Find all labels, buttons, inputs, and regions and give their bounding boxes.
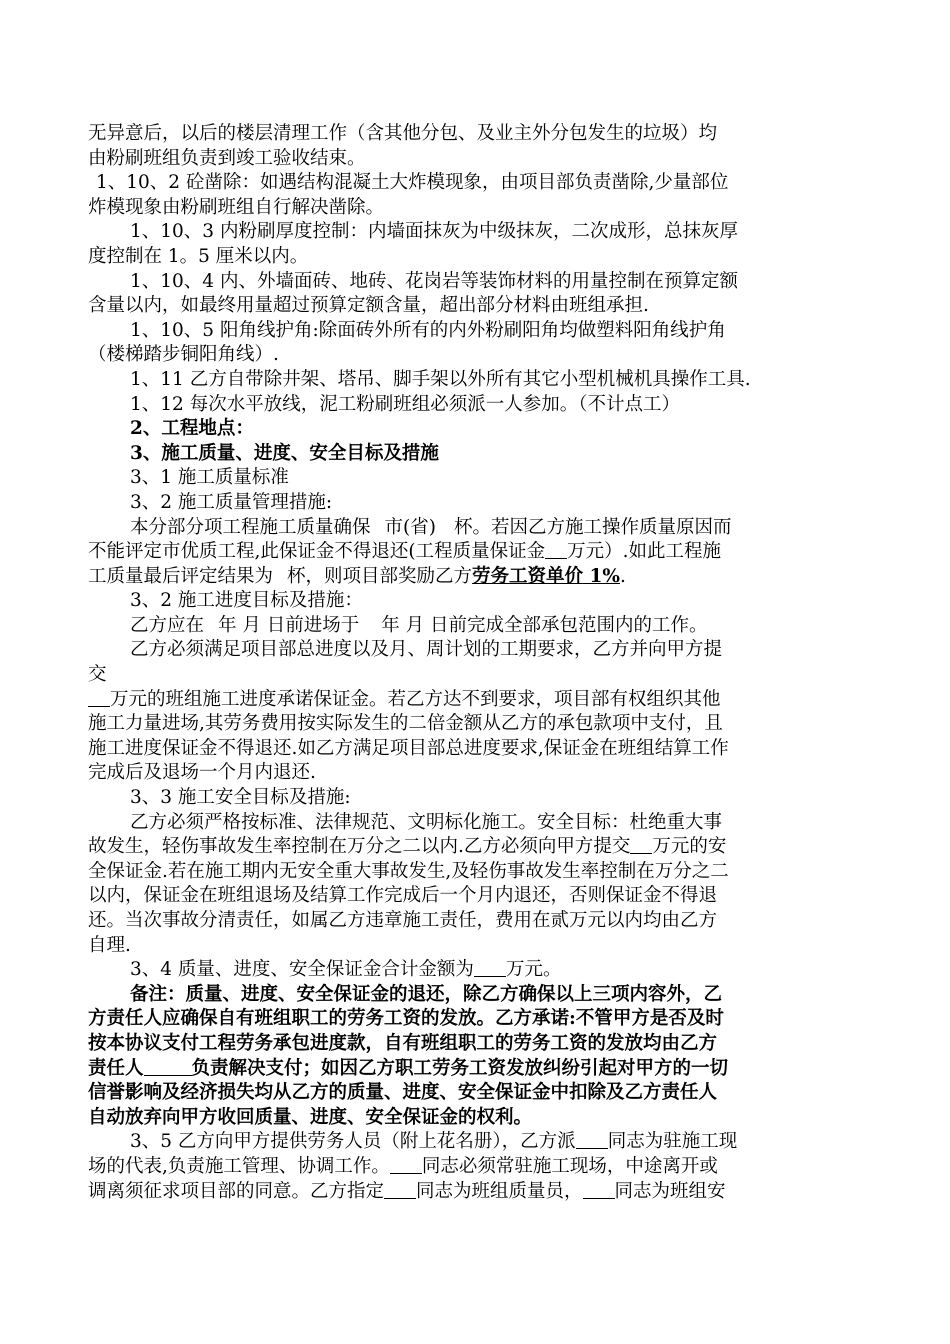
text-line: 3、3 施工安全目标及措施: [130,787,351,809]
text-line: 3、1 施工质量标准 [130,467,289,489]
text-line: 炸模现象由粉刷班组自行解决凿除。 [88,196,385,218]
text-segment: 市(省) [384,516,436,538]
blank-field [390,1155,422,1174]
text-line: 1、10、5 阳角线护角:除面砖外所有的内外粉刷阳角均做塑料阳角线护角 [130,319,726,341]
text-line [88,1180,868,1205]
blank-field [630,835,652,854]
text-segment: 3、4 质量、进度、安全保证金合计金额为 [130,959,474,981]
text-segment: 年 月 日前进场于 [218,614,360,636]
text-line: 施工进度保证金不得退还.如乙方满足项目部总进度要求,保证金在班组结算工作 [88,737,729,759]
text-segment: 负责解决支付；如因乙方职工劳务工资发放纠纷引起对甲方的一切 [191,1057,729,1079]
blank-field [144,1057,192,1076]
text-line: （楼梯踏步铜阳角线）. [88,344,279,366]
text-line [88,835,868,860]
text-line [88,565,868,590]
text-segment: 万元）.如此工程施 [567,541,721,563]
text-line [88,1155,868,1180]
blank-field [545,540,567,559]
text-segment: 杯。若因乙方施工操作质量原因而 [453,516,732,538]
blank-field [384,1180,416,1199]
text-line: 还。当次事故分清责任，如属乙方违章施工责任，费用在贰万元以内均由乙方 [88,910,718,931]
text-line: 度控制在 1。5 厘米以内。 [88,245,309,267]
text-segment: 不能评定市优质工程,此保证金不得退还(工程质量保证金 [88,541,546,563]
blank-field [474,958,506,977]
text-line: 施工力量进场,其劳务费用按实际发生的二倍金额从乙方的承包款项中支付，且 [88,713,723,735]
text-line: 含量以内，如最终用量超过预算定额含量，超出部分材料由班组承担. [88,295,649,317]
text-line: 乙方必须满足项目部总进度以及月、周计划的工期要求，乙方并向甲方提 [130,639,723,661]
text-line: 1、12 每次水平放线，泥工粉刷班组必须派一人参加。（不计点工） [130,393,680,415]
note-text: 自动放弃向甲方收回质量、进度、安全保证金的权利。 [88,1106,533,1128]
text-line: 交 [88,664,107,686]
text-segment: 场的代表,负责施工管理、协调工作。 [88,1155,390,1177]
note-text: 信誉影响及经济损失均从乙方的质量、进度、安全保证金中扣除及乙方责任人 [88,1082,718,1104]
text-line: 1、10、3 内粉刷厚度控制：内墙面抹灰为中级抹灰，二次成形，总抹灰厚 [130,221,738,243]
text-segment: 本分部分项工程施工质量确保 [130,516,371,538]
blank-field [88,688,110,707]
text-line [88,614,868,639]
text-segment: . [619,565,626,587]
note-text [88,1057,868,1082]
note-text: 方责任人应确保自有班组职工的劳务工资的发放。乙方承诺:不管甲方是否及时 [88,1008,724,1030]
text-segment: 调离须征求项目部的同意。乙方指定 [88,1180,385,1202]
text-segment: 同志为驻施工现 [607,1131,738,1153]
text-segment: 同志为班组质量员， [416,1180,583,1202]
section-heading: 3、施工质量、进度、安全目标及措施 [130,442,439,464]
text-line: 完成后及退场一个月内退还. [88,762,316,784]
text-line: 无异意后，以后的楼层清理工作（含其他分包、及业主外分包发生的垃圾）均 [88,123,718,144]
text-line: 1、10、2 砼凿除：如遇结构混凝土大炸模现象，由项目部负责凿除,少量部位 [96,172,729,194]
text-line: 1、10、4 内、外墙面砖、地砖、花岗岩等装饰材料的用量控制在预算定额 [130,270,738,292]
text-segment: 乙方应在 [130,614,205,636]
text-line [88,1130,868,1155]
text-line: 1、11 乙方自带除井架、塔吊、脚手架以外所有其它小型机械机具操作工具. [130,368,751,390]
blank-field [576,1130,608,1149]
text-line: 3、2 施工进度目标及措施： [130,590,363,612]
note-text: 按本协议支付工程劳务承包进度款，自有班组职工的劳务工资的发放均由乙方 [88,1032,718,1054]
text-segment: 同志为班组安 [614,1180,726,1202]
blank-field [583,1180,615,1199]
text-segment: 年 月 日前完成全部承包范围内的工作。 [381,614,708,636]
text-segment: 工质量最后评定结果为 [88,565,274,587]
text-segment: 同志必须常驻施工现场，中途离开或 [421,1155,718,1177]
text-segment: 杯，则项目部奖励乙方 [287,565,473,587]
text-line [88,540,868,565]
text-line [88,516,868,541]
text-line [88,688,868,713]
text-line: 由粉刷班组负责到竣工验收结束。 [88,147,366,169]
text-segment: 万元的安 [652,836,727,858]
section-heading: 2、工程地点： [130,418,254,440]
text-segment: 责任人 [88,1057,144,1079]
text-line: 全保证金.若在施工期内无安全重大事故发生,及轻伤事故发生率控制在万分之二 [88,860,729,882]
text-line: 乙方必须严格按标准、法律规范、文明标化施工。安全目标：杜绝重大事 [130,811,723,833]
emphasis-text: 劳务工资单价 1% [472,565,620,587]
text-line: 3、2 施工质量管理措施: [130,491,333,513]
text-segment: 万元。 [505,959,562,981]
text-line: 自理. [88,934,131,956]
text-segment: 3、5 乙方向甲方提供劳务人员（附上花名册），乙方派 [130,1131,576,1153]
text-segment: 故发生，轻伤事故发生率控制在万分之二以内.乙方必须向甲方提交 [88,836,631,858]
text-line: 以内，保证金在班组退场及结算工作完成后一个月内退还，否则保证金不得退 [88,885,718,907]
note-text: 备注：质量、进度、安全保证金的退还，除乙方确保以上三项内容外，乙 [130,983,723,1005]
document-page [88,122,868,1204]
text-line [88,958,868,983]
text-segment: 万元的班组施工进度承诺保证金。若乙方达不到要求，项目部有权组织其他 [110,688,721,710]
